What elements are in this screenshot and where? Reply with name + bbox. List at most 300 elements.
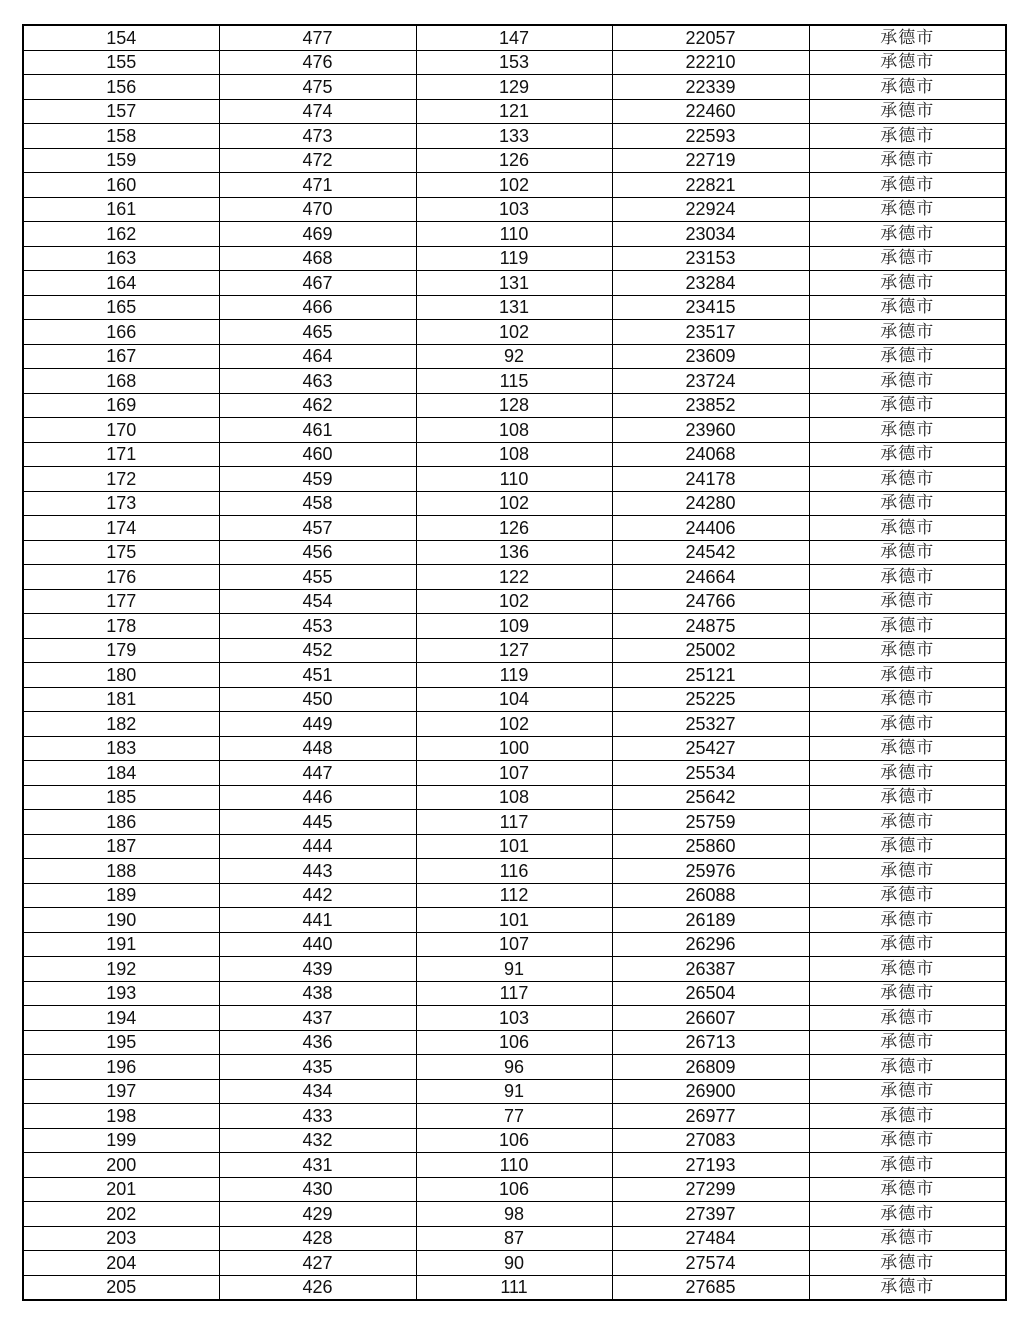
count-cell: 96 bbox=[416, 1055, 612, 1080]
row-index-cell: 159 bbox=[23, 148, 219, 173]
cumulative-cell: 22057 bbox=[612, 25, 809, 50]
city-cell: 承德市 bbox=[809, 442, 1006, 467]
score-cell: 475 bbox=[219, 75, 416, 100]
count-cell: 104 bbox=[416, 687, 612, 712]
cumulative-cell: 23034 bbox=[612, 222, 809, 247]
city-cell: 承德市 bbox=[809, 393, 1006, 418]
score-cell: 444 bbox=[219, 834, 416, 859]
table-row bbox=[23, 687, 1006, 712]
row-index-cell: 156 bbox=[23, 75, 219, 100]
row-index-cell: 169 bbox=[23, 393, 219, 418]
count-cell: 110 bbox=[416, 467, 612, 492]
score-cell: 449 bbox=[219, 712, 416, 737]
table-row bbox=[23, 908, 1006, 933]
city-cell: 承德市 bbox=[809, 99, 1006, 124]
row-index-cell: 190 bbox=[23, 908, 219, 933]
row-index-cell: 187 bbox=[23, 834, 219, 859]
city-cell: 承德市 bbox=[809, 1006, 1006, 1031]
row-index-cell: 205 bbox=[23, 1275, 219, 1300]
count-cell: 110 bbox=[416, 1153, 612, 1178]
row-index-cell: 155 bbox=[23, 50, 219, 75]
table-row bbox=[23, 1153, 1006, 1178]
score-cell: 461 bbox=[219, 418, 416, 443]
score-cell: 455 bbox=[219, 565, 416, 590]
city-cell: 承德市 bbox=[809, 1128, 1006, 1153]
score-cell: 453 bbox=[219, 614, 416, 639]
score-table-container bbox=[22, 24, 1005, 1301]
city-cell: 承德市 bbox=[809, 834, 1006, 859]
table-body bbox=[23, 25, 1006, 1300]
row-index-cell: 186 bbox=[23, 810, 219, 835]
table-row bbox=[23, 25, 1006, 50]
city-cell: 承德市 bbox=[809, 736, 1006, 761]
cumulative-cell: 22719 bbox=[612, 148, 809, 173]
table-row bbox=[23, 1251, 1006, 1276]
count-cell: 119 bbox=[416, 246, 612, 271]
row-index-cell: 162 bbox=[23, 222, 219, 247]
row-index-cell: 185 bbox=[23, 785, 219, 810]
row-index-cell: 172 bbox=[23, 467, 219, 492]
score-cell: 437 bbox=[219, 1006, 416, 1031]
cumulative-cell: 24542 bbox=[612, 540, 809, 565]
row-index-cell: 181 bbox=[23, 687, 219, 712]
city-cell: 承德市 bbox=[809, 663, 1006, 688]
count-cell: 153 bbox=[416, 50, 612, 75]
city-cell: 承德市 bbox=[809, 589, 1006, 614]
city-cell: 承德市 bbox=[809, 467, 1006, 492]
city-cell: 承德市 bbox=[809, 271, 1006, 296]
table-row bbox=[23, 124, 1006, 149]
row-index-cell: 203 bbox=[23, 1226, 219, 1251]
city-cell: 承德市 bbox=[809, 320, 1006, 345]
score-cell: 465 bbox=[219, 320, 416, 345]
cumulative-cell: 25327 bbox=[612, 712, 809, 737]
city-cell: 承德市 bbox=[809, 344, 1006, 369]
row-index-cell: 193 bbox=[23, 981, 219, 1006]
score-cell: 435 bbox=[219, 1055, 416, 1080]
count-cell: 91 bbox=[416, 957, 612, 982]
count-cell: 108 bbox=[416, 442, 612, 467]
count-cell: 131 bbox=[416, 271, 612, 296]
row-index-cell: 191 bbox=[23, 932, 219, 957]
count-cell: 117 bbox=[416, 810, 612, 835]
table-row bbox=[23, 1006, 1006, 1031]
score-cell: 430 bbox=[219, 1177, 416, 1202]
table-row bbox=[23, 1079, 1006, 1104]
count-cell: 90 bbox=[416, 1251, 612, 1276]
score-cell: 446 bbox=[219, 785, 416, 810]
cumulative-cell: 26977 bbox=[612, 1104, 809, 1129]
cumulative-cell: 26088 bbox=[612, 883, 809, 908]
table-row bbox=[23, 785, 1006, 810]
cumulative-cell: 25642 bbox=[612, 785, 809, 810]
row-index-cell: 201 bbox=[23, 1177, 219, 1202]
table-row bbox=[23, 638, 1006, 663]
table-row bbox=[23, 295, 1006, 320]
table-row bbox=[23, 712, 1006, 737]
table-row bbox=[23, 981, 1006, 1006]
score-cell: 462 bbox=[219, 393, 416, 418]
city-cell: 承德市 bbox=[809, 1079, 1006, 1104]
cumulative-cell: 22210 bbox=[612, 50, 809, 75]
cumulative-cell: 27083 bbox=[612, 1128, 809, 1153]
row-index-cell: 179 bbox=[23, 638, 219, 663]
count-cell: 110 bbox=[416, 222, 612, 247]
count-cell: 119 bbox=[416, 663, 612, 688]
score-cell: 438 bbox=[219, 981, 416, 1006]
count-cell: 115 bbox=[416, 369, 612, 394]
row-index-cell: 199 bbox=[23, 1128, 219, 1153]
city-cell: 承德市 bbox=[809, 491, 1006, 516]
score-cell: 469 bbox=[219, 222, 416, 247]
table-row bbox=[23, 197, 1006, 222]
row-index-cell: 166 bbox=[23, 320, 219, 345]
row-index-cell: 167 bbox=[23, 344, 219, 369]
cumulative-cell: 23609 bbox=[612, 344, 809, 369]
cumulative-cell: 26189 bbox=[612, 908, 809, 933]
row-index-cell: 171 bbox=[23, 442, 219, 467]
table-row bbox=[23, 957, 1006, 982]
table-row bbox=[23, 467, 1006, 492]
count-cell: 106 bbox=[416, 1030, 612, 1055]
score-cell: 463 bbox=[219, 369, 416, 394]
city-cell: 承德市 bbox=[809, 50, 1006, 75]
city-cell: 承德市 bbox=[809, 785, 1006, 810]
table-row bbox=[23, 491, 1006, 516]
count-cell: 112 bbox=[416, 883, 612, 908]
table-row bbox=[23, 148, 1006, 173]
count-cell: 127 bbox=[416, 638, 612, 663]
table-row bbox=[23, 99, 1006, 124]
score-cell: 474 bbox=[219, 99, 416, 124]
table-row bbox=[23, 932, 1006, 957]
row-index-cell: 188 bbox=[23, 859, 219, 884]
count-cell: 103 bbox=[416, 1006, 612, 1031]
table-row bbox=[23, 761, 1006, 786]
cumulative-cell: 24875 bbox=[612, 614, 809, 639]
cumulative-cell: 26387 bbox=[612, 957, 809, 982]
cumulative-cell: 25225 bbox=[612, 687, 809, 712]
cumulative-cell: 23415 bbox=[612, 295, 809, 320]
city-cell: 承德市 bbox=[809, 1226, 1006, 1251]
cumulative-cell: 22821 bbox=[612, 173, 809, 198]
count-cell: 107 bbox=[416, 932, 612, 957]
city-cell: 承德市 bbox=[809, 957, 1006, 982]
row-index-cell: 176 bbox=[23, 565, 219, 590]
cumulative-cell: 24406 bbox=[612, 516, 809, 541]
row-index-cell: 168 bbox=[23, 369, 219, 394]
row-index-cell: 182 bbox=[23, 712, 219, 737]
city-cell: 承德市 bbox=[809, 1104, 1006, 1129]
cumulative-cell: 22460 bbox=[612, 99, 809, 124]
table-row bbox=[23, 344, 1006, 369]
cumulative-cell: 27574 bbox=[612, 1251, 809, 1276]
count-cell: 102 bbox=[416, 589, 612, 614]
city-cell: 承德市 bbox=[809, 124, 1006, 149]
row-index-cell: 160 bbox=[23, 173, 219, 198]
cumulative-cell: 27484 bbox=[612, 1226, 809, 1251]
score-cell: 427 bbox=[219, 1251, 416, 1276]
row-index-cell: 177 bbox=[23, 589, 219, 614]
cumulative-cell: 23284 bbox=[612, 271, 809, 296]
score-cell: 454 bbox=[219, 589, 416, 614]
table-row bbox=[23, 369, 1006, 394]
city-cell: 承德市 bbox=[809, 173, 1006, 198]
score-cell: 439 bbox=[219, 957, 416, 982]
city-cell: 承德市 bbox=[809, 246, 1006, 271]
score-cell: 457 bbox=[219, 516, 416, 541]
row-index-cell: 184 bbox=[23, 761, 219, 786]
row-index-cell: 158 bbox=[23, 124, 219, 149]
table-row bbox=[23, 834, 1006, 859]
table-row bbox=[23, 1275, 1006, 1300]
score-cell: 434 bbox=[219, 1079, 416, 1104]
score-cell: 452 bbox=[219, 638, 416, 663]
count-cell: 106 bbox=[416, 1128, 612, 1153]
row-index-cell: 195 bbox=[23, 1030, 219, 1055]
table-row bbox=[23, 810, 1006, 835]
cumulative-cell: 26607 bbox=[612, 1006, 809, 1031]
score-cell: 468 bbox=[219, 246, 416, 271]
city-cell: 承德市 bbox=[809, 1177, 1006, 1202]
count-cell: 116 bbox=[416, 859, 612, 884]
score-cell: 476 bbox=[219, 50, 416, 75]
table-row bbox=[23, 1104, 1006, 1129]
table-row bbox=[23, 883, 1006, 908]
score-cell: 456 bbox=[219, 540, 416, 565]
row-index-cell: 189 bbox=[23, 883, 219, 908]
city-cell: 承德市 bbox=[809, 1251, 1006, 1276]
cumulative-cell: 22339 bbox=[612, 75, 809, 100]
row-index-cell: 180 bbox=[23, 663, 219, 688]
count-cell: 131 bbox=[416, 295, 612, 320]
table-row bbox=[23, 50, 1006, 75]
row-index-cell: 194 bbox=[23, 1006, 219, 1031]
count-cell: 77 bbox=[416, 1104, 612, 1129]
cumulative-cell: 24068 bbox=[612, 442, 809, 467]
cumulative-cell: 24280 bbox=[612, 491, 809, 516]
count-cell: 103 bbox=[416, 197, 612, 222]
score-cell: 471 bbox=[219, 173, 416, 198]
city-cell: 承德市 bbox=[809, 1202, 1006, 1227]
table-row bbox=[23, 1202, 1006, 1227]
score-cell: 433 bbox=[219, 1104, 416, 1129]
count-cell: 111 bbox=[416, 1275, 612, 1300]
city-cell: 承德市 bbox=[809, 908, 1006, 933]
cumulative-cell: 25427 bbox=[612, 736, 809, 761]
table-row bbox=[23, 736, 1006, 761]
table-row bbox=[23, 589, 1006, 614]
city-cell: 承德市 bbox=[809, 369, 1006, 394]
table-row bbox=[23, 418, 1006, 443]
cumulative-cell: 26713 bbox=[612, 1030, 809, 1055]
city-cell: 承德市 bbox=[809, 1030, 1006, 1055]
count-cell: 101 bbox=[416, 908, 612, 933]
table-row bbox=[23, 859, 1006, 884]
count-cell: 126 bbox=[416, 516, 612, 541]
cumulative-cell: 27685 bbox=[612, 1275, 809, 1300]
count-cell: 109 bbox=[416, 614, 612, 639]
cumulative-cell: 25121 bbox=[612, 663, 809, 688]
row-index-cell: 161 bbox=[23, 197, 219, 222]
score-cell: 432 bbox=[219, 1128, 416, 1153]
score-cell: 426 bbox=[219, 1275, 416, 1300]
cumulative-cell: 25860 bbox=[612, 834, 809, 859]
score-cell: 472 bbox=[219, 148, 416, 173]
row-index-cell: 165 bbox=[23, 295, 219, 320]
count-cell: 102 bbox=[416, 491, 612, 516]
score-cell: 431 bbox=[219, 1153, 416, 1178]
city-cell: 承德市 bbox=[809, 75, 1006, 100]
count-cell: 147 bbox=[416, 25, 612, 50]
table-row bbox=[23, 442, 1006, 467]
score-cell: 466 bbox=[219, 295, 416, 320]
cumulative-cell: 23724 bbox=[612, 369, 809, 394]
city-cell: 承德市 bbox=[809, 1055, 1006, 1080]
city-cell: 承德市 bbox=[809, 25, 1006, 50]
count-cell: 108 bbox=[416, 785, 612, 810]
score-cell: 464 bbox=[219, 344, 416, 369]
score-cell: 428 bbox=[219, 1226, 416, 1251]
count-cell: 101 bbox=[416, 834, 612, 859]
row-index-cell: 197 bbox=[23, 1079, 219, 1104]
table-row bbox=[23, 1226, 1006, 1251]
row-index-cell: 174 bbox=[23, 516, 219, 541]
score-cell: 459 bbox=[219, 467, 416, 492]
cumulative-cell: 26504 bbox=[612, 981, 809, 1006]
count-cell: 136 bbox=[416, 540, 612, 565]
count-cell: 129 bbox=[416, 75, 612, 100]
count-cell: 122 bbox=[416, 565, 612, 590]
score-cell: 467 bbox=[219, 271, 416, 296]
city-cell: 承德市 bbox=[809, 222, 1006, 247]
city-cell: 承德市 bbox=[809, 565, 1006, 590]
city-cell: 承德市 bbox=[809, 932, 1006, 957]
count-cell: 107 bbox=[416, 761, 612, 786]
city-cell: 承德市 bbox=[809, 712, 1006, 737]
count-cell: 117 bbox=[416, 981, 612, 1006]
score-cell: 451 bbox=[219, 663, 416, 688]
city-cell: 承德市 bbox=[809, 981, 1006, 1006]
cumulative-cell: 24178 bbox=[612, 467, 809, 492]
score-cell: 450 bbox=[219, 687, 416, 712]
cumulative-cell: 27193 bbox=[612, 1153, 809, 1178]
row-index-cell: 173 bbox=[23, 491, 219, 516]
city-cell: 承德市 bbox=[809, 1153, 1006, 1178]
row-index-cell: 163 bbox=[23, 246, 219, 271]
table-row bbox=[23, 246, 1006, 271]
count-cell: 91 bbox=[416, 1079, 612, 1104]
score-cell: 448 bbox=[219, 736, 416, 761]
cumulative-cell: 26809 bbox=[612, 1055, 809, 1080]
city-cell: 承德市 bbox=[809, 1275, 1006, 1300]
score-cell: 447 bbox=[219, 761, 416, 786]
score-cell: 443 bbox=[219, 859, 416, 884]
table-row bbox=[23, 614, 1006, 639]
score-cell: 458 bbox=[219, 491, 416, 516]
table-row bbox=[23, 75, 1006, 100]
count-cell: 126 bbox=[416, 148, 612, 173]
city-cell: 承德市 bbox=[809, 516, 1006, 541]
count-cell: 108 bbox=[416, 418, 612, 443]
cumulative-cell: 23517 bbox=[612, 320, 809, 345]
row-index-cell: 196 bbox=[23, 1055, 219, 1080]
table-row bbox=[23, 1055, 1006, 1080]
score-cell: 436 bbox=[219, 1030, 416, 1055]
table-row bbox=[23, 565, 1006, 590]
city-cell: 承德市 bbox=[809, 638, 1006, 663]
cumulative-cell: 22924 bbox=[612, 197, 809, 222]
count-cell: 102 bbox=[416, 173, 612, 198]
cumulative-cell: 23960 bbox=[612, 418, 809, 443]
count-cell: 92 bbox=[416, 344, 612, 369]
table-row bbox=[23, 1177, 1006, 1202]
table-row bbox=[23, 271, 1006, 296]
score-cell: 445 bbox=[219, 810, 416, 835]
count-cell: 106 bbox=[416, 1177, 612, 1202]
row-index-cell: 178 bbox=[23, 614, 219, 639]
table-row bbox=[23, 663, 1006, 688]
cumulative-cell: 25534 bbox=[612, 761, 809, 786]
table-row bbox=[23, 516, 1006, 541]
cumulative-cell: 23153 bbox=[612, 246, 809, 271]
cumulative-cell: 25759 bbox=[612, 810, 809, 835]
city-cell: 承德市 bbox=[809, 687, 1006, 712]
count-cell: 102 bbox=[416, 712, 612, 737]
row-index-cell: 204 bbox=[23, 1251, 219, 1276]
cumulative-cell: 24664 bbox=[612, 565, 809, 590]
score-cell: 477 bbox=[219, 25, 416, 50]
table-row bbox=[23, 222, 1006, 247]
score-cell: 442 bbox=[219, 883, 416, 908]
table-row bbox=[23, 540, 1006, 565]
score-cell: 429 bbox=[219, 1202, 416, 1227]
row-index-cell: 202 bbox=[23, 1202, 219, 1227]
score-cell: 441 bbox=[219, 908, 416, 933]
row-index-cell: 192 bbox=[23, 957, 219, 982]
score-cell: 460 bbox=[219, 442, 416, 467]
row-index-cell: 170 bbox=[23, 418, 219, 443]
city-cell: 承德市 bbox=[809, 883, 1006, 908]
count-cell: 133 bbox=[416, 124, 612, 149]
city-cell: 承德市 bbox=[809, 614, 1006, 639]
cumulative-cell: 27299 bbox=[612, 1177, 809, 1202]
cumulative-cell: 25976 bbox=[612, 859, 809, 884]
count-cell: 102 bbox=[416, 320, 612, 345]
cumulative-cell: 26296 bbox=[612, 932, 809, 957]
table-row bbox=[23, 173, 1006, 198]
cumulative-cell: 25002 bbox=[612, 638, 809, 663]
city-cell: 承德市 bbox=[809, 810, 1006, 835]
table-row bbox=[23, 393, 1006, 418]
count-cell: 128 bbox=[416, 393, 612, 418]
row-index-cell: 164 bbox=[23, 271, 219, 296]
row-index-cell: 183 bbox=[23, 736, 219, 761]
city-cell: 承德市 bbox=[809, 859, 1006, 884]
row-index-cell: 200 bbox=[23, 1153, 219, 1178]
table-row bbox=[23, 1128, 1006, 1153]
count-cell: 121 bbox=[416, 99, 612, 124]
cumulative-cell: 26900 bbox=[612, 1079, 809, 1104]
city-cell: 承德市 bbox=[809, 148, 1006, 173]
cumulative-cell: 22593 bbox=[612, 124, 809, 149]
cumulative-cell: 23852 bbox=[612, 393, 809, 418]
cumulative-cell: 24766 bbox=[612, 589, 809, 614]
city-cell: 承德市 bbox=[809, 540, 1006, 565]
city-cell: 承德市 bbox=[809, 295, 1006, 320]
score-cell: 440 bbox=[219, 932, 416, 957]
city-cell: 承德市 bbox=[809, 418, 1006, 443]
